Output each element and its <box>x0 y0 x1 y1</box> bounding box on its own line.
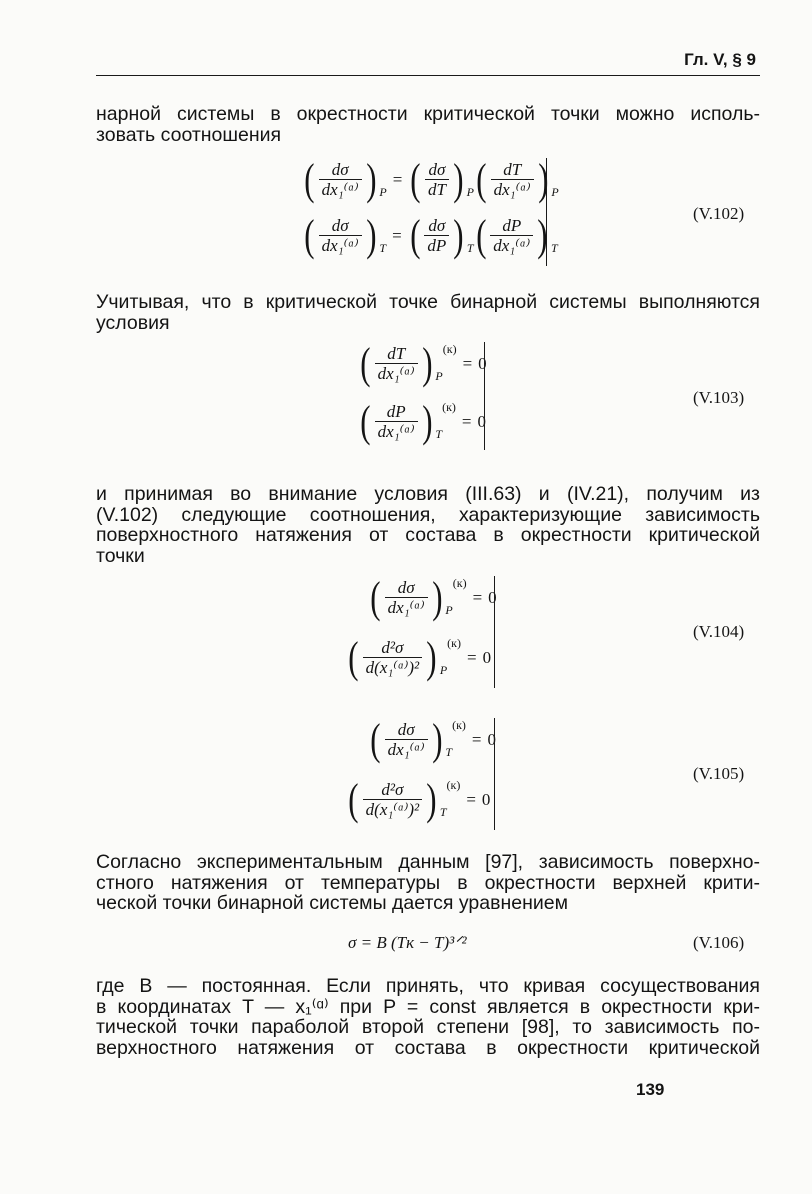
equation-v105 <box>0 712 812 836</box>
text-line: Учитывая, что в критической точке бинарной системы выполняются <box>96 291 760 313</box>
equation-number: (V.102) <box>693 204 745 223</box>
paragraph-2 <box>96 292 760 333</box>
system-bracket <box>484 342 485 450</box>
text-line: и принимая во внимание условия (III.63) и (IV.21), получим из <box>96 483 760 505</box>
formula-row: ( $\frac{d\sigma}{\text{dx₁⁽ᵅ⁾}}$ ) T = ( $\frac{d\sigma}{dP}$ ) T ( $\frac{dP}{\text{dx₁⁽ᵅ⁾}}$ ) T <box>304 211 558 260</box>
equation-v102 <box>0 150 812 270</box>
text-line: верхностного натяжения от состава в окрестности критической <box>96 1036 760 1059</box>
formula-row: ( $\frac{d\sigma}{\text{dx₁⁽ᵅ⁾}}$ ) T (к) = 0 <box>370 715 497 764</box>
formula-row: ( $\frac{d\sigma}{\text{dx₁⁽ᵅ⁾}}$ ) P (к) = 0 <box>370 573 497 622</box>
formula-row: ( $\frac{dT}{\text{dx₁⁽ᵅ⁾}}$ ) P (к) = 0 <box>360 339 487 388</box>
equation-number: (V.105) <box>693 764 745 783</box>
text-line: (V.102) следующие соотношения, характеризующие зависимость <box>96 503 760 526</box>
text-line: Согласно экспериментальным данным [97], зависимость поверхно- <box>96 851 760 873</box>
header-rule <box>96 75 760 76</box>
text-line: тической точки параболой второй степени [98], то зависимость по- <box>96 1016 760 1038</box>
text-line: в координатах T — x₁⁽ᵅ⁾ при P = const является в окрестности кри- <box>96 995 760 1018</box>
page-number: 139 <box>636 1080 665 1099</box>
paragraph-1 <box>96 104 760 145</box>
equation-v103 <box>0 336 812 456</box>
running-header <box>96 50 760 76</box>
system-bracket <box>546 158 547 266</box>
equation-number: (V.104) <box>693 622 745 641</box>
formula-row: σ = B (Tк − T)³ᐟ² <box>348 933 467 952</box>
text-line: точки <box>96 544 145 567</box>
text-line: поверхностного натяжения от состава в окрестности критической <box>96 524 760 546</box>
formula-row: ( $\frac{\text{d²σ}}{\text{d(x₁⁽ᵅ⁾)²}}$ ) T (к) = 0 <box>348 775 491 824</box>
system-bracket <box>494 718 495 830</box>
formula-row: ( $\frac{dP}{\text{dx₁⁽ᵅ⁾}}$ ) T (к) = 0 <box>360 397 487 446</box>
formula-row: ( $\frac{\text{d²σ}}{\text{d(x₁⁽ᵅ⁾)²}}$ ) P (к) = 0 <box>348 633 492 682</box>
paragraph-5 <box>96 976 760 1058</box>
text-line: нарной системы в окрестности критической точки можно исполь- <box>96 103 760 125</box>
text-line: стного натяжения от температуры в окрестности верхней крити- <box>96 871 760 894</box>
system-bracket <box>494 576 495 688</box>
text-line: зовать соотношения <box>96 123 282 146</box>
formula-row: ( $\frac{d\sigma}{\text{dx₁⁽ᵅ⁾}}$ ) P = ( $\frac{d\sigma}{dT}$ ) P ( $\frac{dT}{\text{dx₁⁽ᵅ⁾}}$ ) P <box>304 155 559 204</box>
chapter-section-label: Гл. V, § 9 <box>684 50 756 69</box>
text-line: условия <box>96 311 170 334</box>
text-line: где B — постоянная. Если принять, что кривая сосуществования <box>96 975 760 997</box>
text-line: ческой точки бинарной системы дается уравнением <box>96 892 568 914</box>
equation-number: (V.103) <box>693 388 745 407</box>
paragraph-4 <box>96 852 760 914</box>
equation-v106 <box>0 930 812 960</box>
equation-v104 <box>0 570 812 692</box>
paragraph-3 <box>96 484 760 566</box>
equation-number: (V.106) <box>693 933 745 952</box>
